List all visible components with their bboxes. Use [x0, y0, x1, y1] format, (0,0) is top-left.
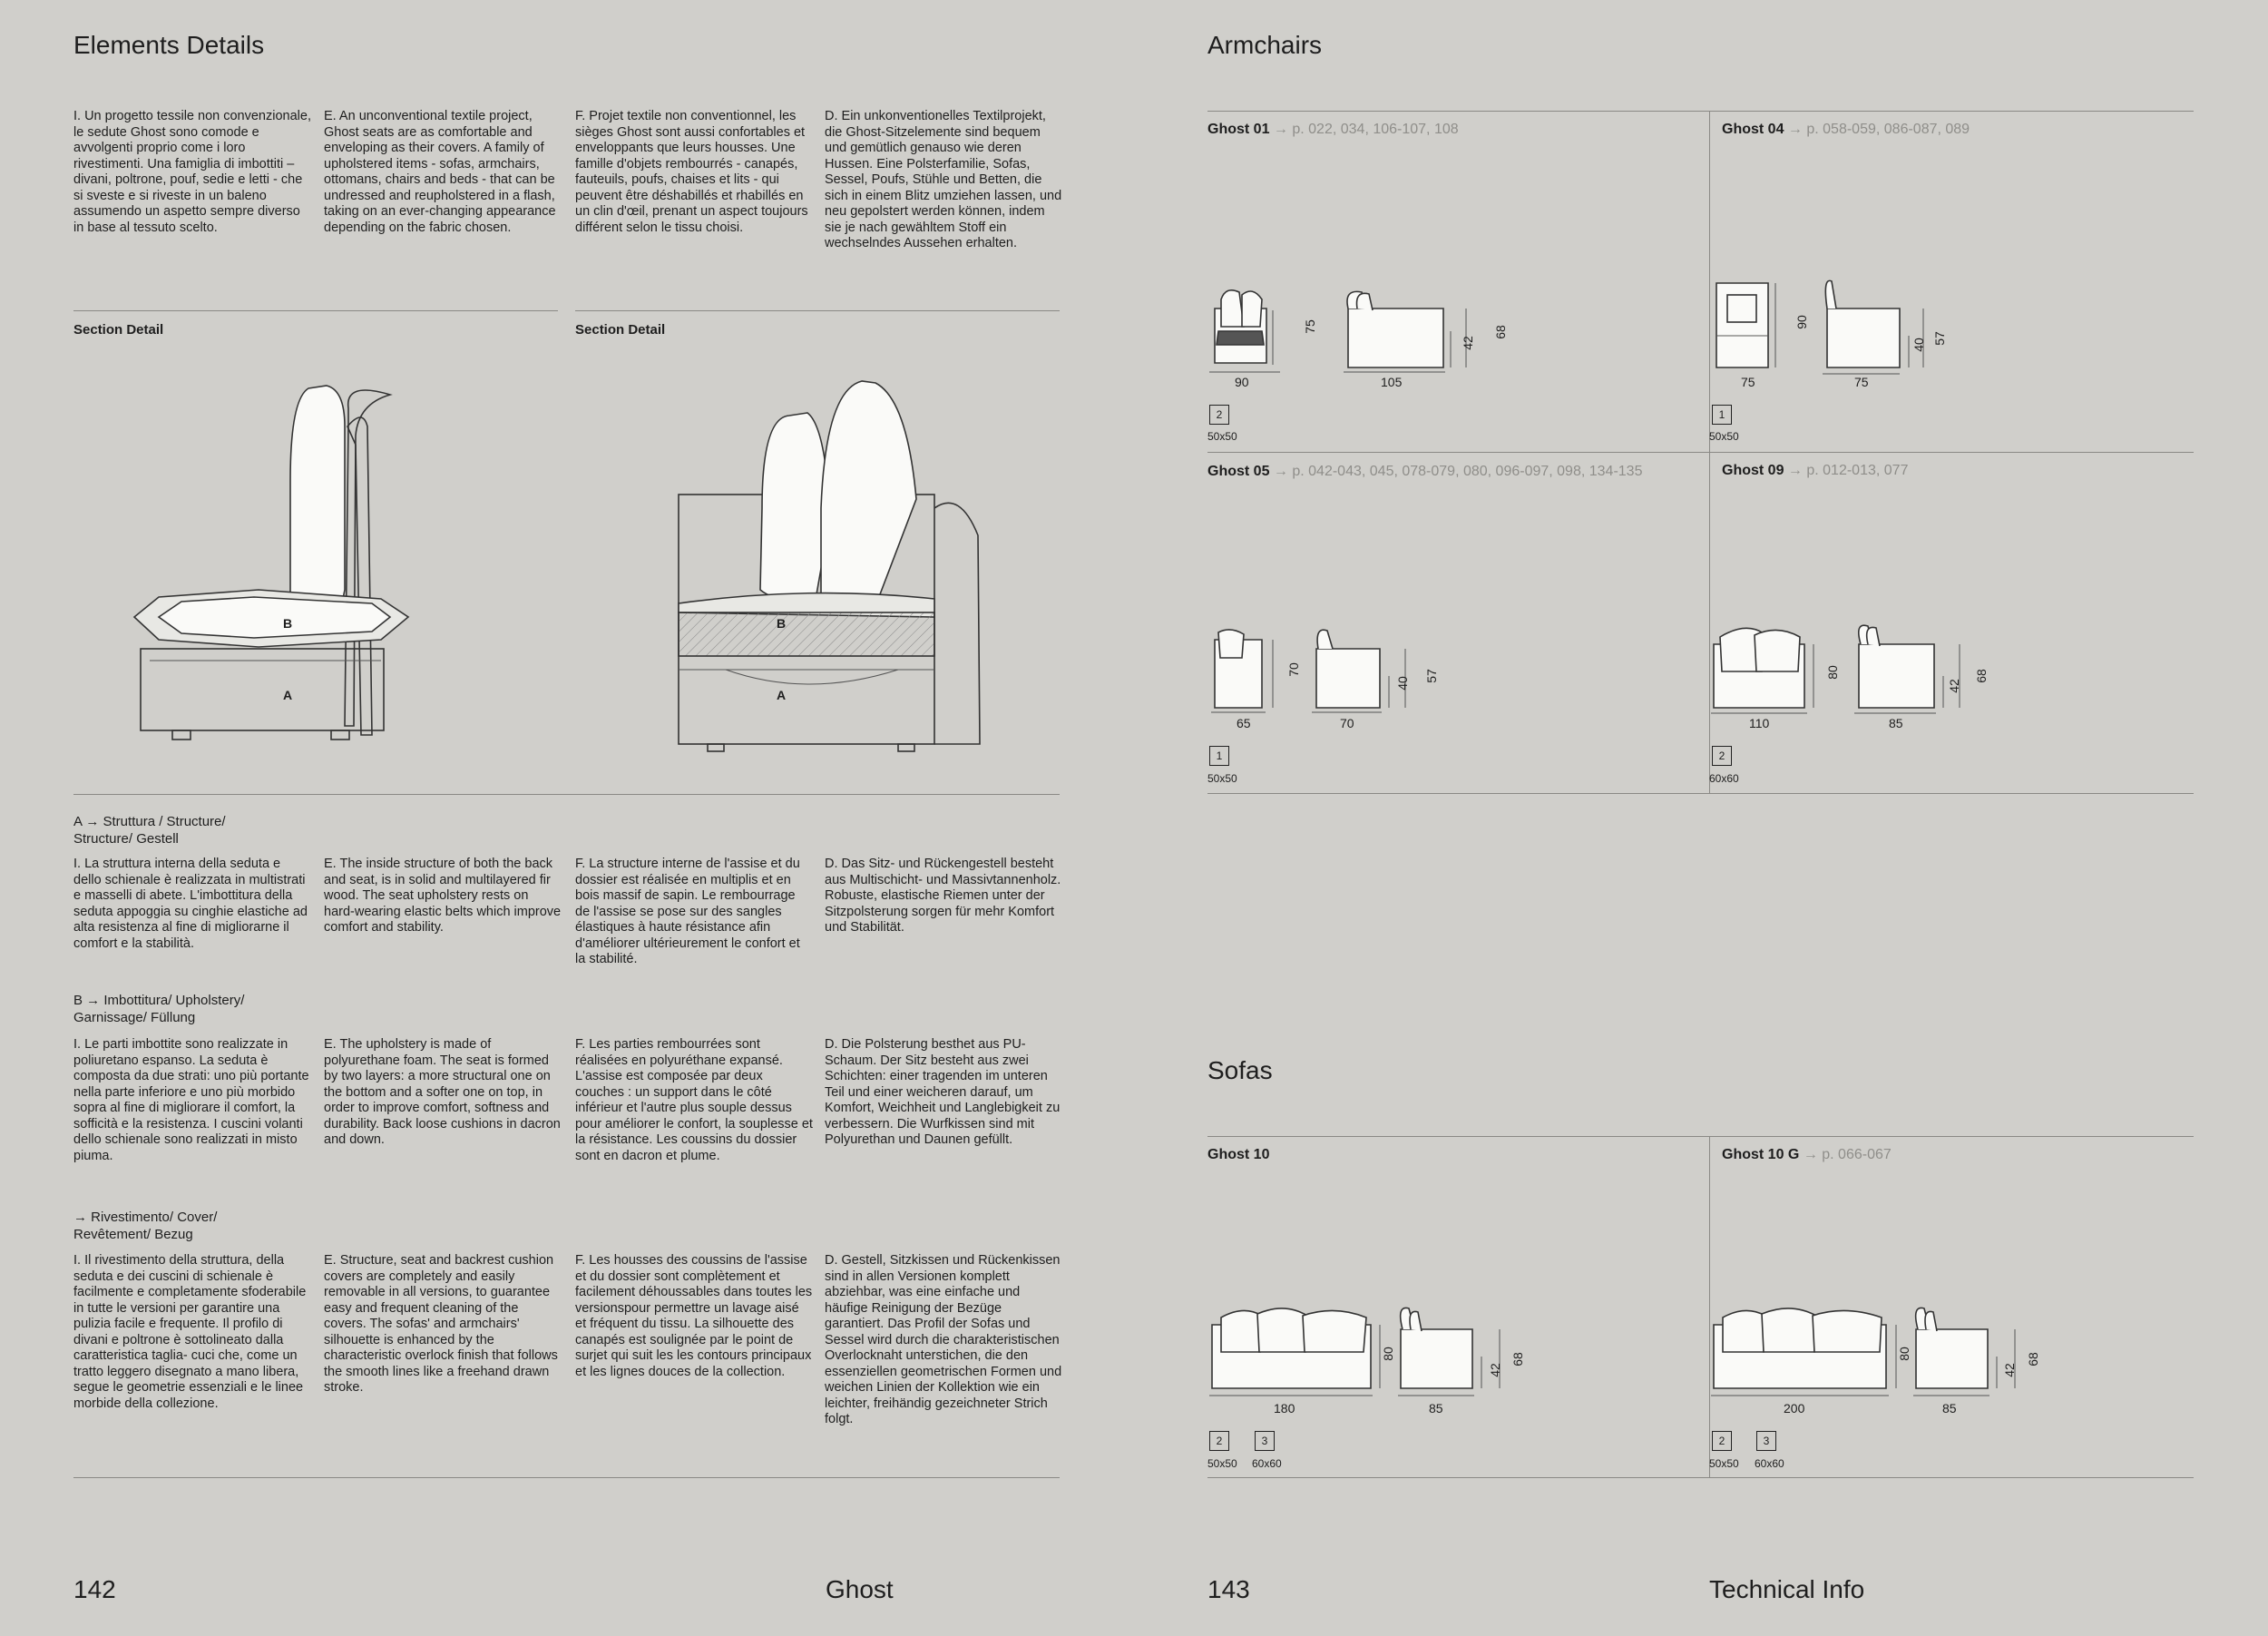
- drawing-ghost-09: [1709, 617, 2009, 721]
- divider: [1207, 1136, 2194, 1137]
- group-b-fr: F. Les parties rembourrées sont réalisées en polyuréthane expansé. L'assise est composée par deux couches : un support dans le côté inférieur et l'autre plus souple dessus pour améliorer le confort, la souplesse et la résistance. Les coussins du dossier sont en dacron et plume.: [575, 1037, 813, 1163]
- drawing-ghost-05: [1207, 622, 1480, 721]
- divider: [1207, 793, 2194, 794]
- dim-front-height: 75: [1302, 319, 1317, 334]
- footer-label: Technical Info: [1709, 1575, 1865, 1603]
- cushion-count-badge: 2: [1712, 746, 1732, 766]
- product-title-ghost-05: Ghost 05 → p. 042-043, 045, 078-079, 080, 096-097, 098, 134-135: [1207, 464, 1643, 479]
- divider: [1207, 452, 2194, 453]
- dim-front-height: 80: [1380, 1347, 1395, 1361]
- drawing-ghost-10-g: [1709, 1298, 2054, 1402]
- dim-front-width: 65: [1237, 716, 1251, 730]
- section-label-a: A: [283, 688, 293, 702]
- cushion-count-badge: 1: [1209, 746, 1229, 766]
- dim-front-width: 180: [1274, 1401, 1295, 1416]
- group-c-heading: → Rivestimento/ Cover/ Revêtement/ Bezug: [73, 1210, 218, 1242]
- dim-front-height: 90: [1794, 315, 1809, 329]
- cushion-count-badge: 2: [1209, 405, 1229, 425]
- intro-de: D. Ein unkonventionelles Textilprojekt, die Ghost-Sitzelemente sind bequem und gemütlich genauso wie deren Hussen. Eine Polsterfamilie, Sofas, Sessel, Poufs, Stühle und Betten, die sich in einem Blitz umziehen lassen, und neu gepolstert werden können, indem sie je nach gewähltem Stoff ein wechselndes Aussehen erhalten.: [825, 109, 1062, 250]
- product-title-ghost-01: Ghost 01 → p. 022, 034, 106-107, 108: [1207, 122, 1459, 137]
- dim-side-height: 57: [1931, 331, 1947, 346]
- divider: [73, 310, 558, 311]
- cushion-count-badge: 3: [1756, 1431, 1776, 1451]
- dim-seat-height: 42: [2001, 1363, 2017, 1377]
- section-label-b: B: [283, 616, 293, 631]
- cushion-size: 50x50: [1709, 1457, 1739, 1470]
- product-title-ghost-10: Ghost 10: [1207, 1147, 1270, 1162]
- cushion-size: 50x50: [1709, 430, 1739, 443]
- divider: [1207, 111, 2194, 112]
- dim-side-height: 57: [1423, 669, 1439, 683]
- footer-label: Ghost: [826, 1575, 894, 1603]
- product-title-ghost-09: Ghost 09 → p. 012-013, 077: [1722, 463, 1909, 478]
- cushion-count-badge: 1: [1712, 405, 1732, 425]
- dim-side-width: 70: [1340, 716, 1354, 730]
- cushion-size: 60x60: [1755, 1457, 1784, 1470]
- divider: [575, 310, 1060, 311]
- intro-it: I. Un progetto tessile non convenzionale, le sedute Ghost sono comode e avvolgenti proprio come i loro rivestimenti. Una famiglia di imbottiti – divani, poltrone, pouf, sedie e letti - che si sveste e si riveste in un baleno assumendo un aspetto sempre diverso in base al tessuto scelto.: [73, 109, 311, 235]
- drawing-ghost-01: [1207, 281, 1498, 381]
- dim-seat-height: 40: [1394, 676, 1410, 691]
- cushion-count-badge: 2: [1209, 1431, 1229, 1451]
- group-b-en: E. The upholstery is made of polyurethane foam. The seat is formed by two layers: a more structural one on the bottom and a softer one on top, in order to improve comfort, softness and durability. Back loose cushions in dacron and down.: [324, 1037, 561, 1147]
- section-detail-label: Section Detail: [575, 322, 666, 338]
- dim-front-height: 80: [1896, 1347, 1911, 1361]
- dim-side-height: 68: [1510, 1352, 1525, 1367]
- group-a-fr: F. La structure interne de l'assise et du dossier est réalisée en multiplis et en bois massif de sapin. Le rembourrage de l'assise se pose sur des sangles élastiques à haute résistance afin d'améliorer ultérieurement le confort et la stabilité.: [575, 857, 800, 966]
- group-a-heading: A → Struttura / Structure/ Structure/ Gestell: [73, 814, 226, 847]
- dim-front-height: 80: [1824, 665, 1840, 680]
- cushion-size: 50x50: [1207, 772, 1237, 785]
- dim-front-height: 70: [1286, 662, 1301, 677]
- intro-fr: F. Projet textile non conventionnel, les sièges Ghost sont aussi confortables et enveloppants que leurs housses. Une famille d'objets rembourrés - canapés, fauteuils, poufs, chaises et lits - qui peuvent être déshabillés et rhabillés en un clin d'œil, prenant un aspect toujours différent selon le tissu choisi.: [575, 109, 808, 235]
- section-title-armchairs: Armchairs: [1207, 31, 1323, 59]
- group-b-it: I. Le parti imbottite sono realizzate in poliuretano espanso. La seduta è composta da due strati: uno più portante nella parte inferiore e uno più morbido sopra al fine di migliorare il comfort, la sofficità e la resistenza. I cuscini volanti dello schienale sono realizzati in misto piuma.: [73, 1037, 309, 1163]
- divider: [73, 794, 1060, 795]
- group-b-heading: B → Imbottitura/ Upholstery/ Garnissage/ Füllung: [73, 993, 245, 1025]
- dim-seat-height: 42: [1487, 1363, 1502, 1377]
- section-detail-label: Section Detail: [73, 322, 164, 338]
- cushion-size: 50x50: [1207, 430, 1237, 443]
- dim-side-height: 68: [1492, 325, 1508, 339]
- dim-side-height: 68: [2025, 1352, 2040, 1367]
- group-c-de: D. Gestell, Sitzkissen und Rückenkissen sind in allen Versionen komplett abziehbar, was eine einfache und häufige Reinigung der Bezüge garantiert. Das Profil der Sofas und Sessel wird durch die charakteristischen Overlocknaht unterstichen, die den essenziellen geometrischen Formen und weichen Linien der Kollektion wie ein leichter, freihändig gezeichneter Strich folgt.: [825, 1253, 1062, 1426]
- dim-seat-height: 40: [1911, 338, 1926, 352]
- divider: [73, 1477, 1060, 1478]
- section-label-b: B: [777, 616, 787, 631]
- dim-side-width: 85: [1889, 716, 1903, 730]
- divider: [1207, 1477, 2194, 1478]
- group-b-de: D. Die Polsterung besthet aus PU-Schaum. Der Sitz besteht aus zwei Schichten: einer tragenden im unteren Teil und einer weicheren darauf, um Komfort, Weichheit und Langlebigkeit zu verbessern. Die Wurfkissen sind mit Polyurethan und Daunen gefüllt.: [825, 1037, 1061, 1147]
- dim-side-width: 85: [1429, 1401, 1443, 1416]
- drawing-ghost-04: [1709, 272, 1981, 381]
- dim-front-width: 75: [1741, 375, 1755, 389]
- product-title-ghost-04: Ghost 04 → p. 058-059, 086-087, 089: [1722, 122, 1970, 137]
- section-drawing-armchair-1: [118, 372, 481, 753]
- dim-seat-height: 42: [1460, 336, 1475, 350]
- dim-side-width: 75: [1854, 375, 1869, 389]
- dim-front-width: 110: [1749, 716, 1770, 730]
- cushion-count-badge: 2: [1712, 1431, 1732, 1451]
- intro-en: E. An unconventional textile project, Ghost seats are as comfortable and enveloping as their covers. A family of upholstered items - sofas, armchairs, ottomans, chairs and beds - that can be undressed and reupholstered in a flash, taking on an ever-changing appearance depending on the fabric chosen.: [324, 109, 556, 235]
- cushion-count-badge: 3: [1255, 1431, 1275, 1451]
- cushion-size: 50x50: [1207, 1457, 1237, 1470]
- dim-side-width: 85: [1942, 1401, 1957, 1416]
- dim-side-height: 68: [1973, 669, 1989, 683]
- drawing-ghost-10: [1207, 1298, 1534, 1402]
- dim-front-width: 90: [1235, 375, 1249, 389]
- cushion-size: 60x60: [1709, 772, 1739, 785]
- section-drawing-armchair-2: [671, 372, 1034, 753]
- section-label-a: A: [777, 688, 787, 702]
- group-a-en: E. The inside structure of both the back and seat, is in solid and multilayered fir wood. The seat upholstery rests on hard-wearing elastic belts which improve comfort and stability.: [324, 857, 562, 935]
- group-a-it: I. La struttura interna della seduta e dello schienale è realizzata in multistrati e masselli di abete. L'imbottitura della seduta appoggia su cinghie elastiche ad alta resistenza al fine di migliorarne il comfort e la stabilità.: [73, 857, 308, 951]
- page-number: 143: [1207, 1575, 1250, 1603]
- page-number: 142: [73, 1575, 116, 1603]
- dim-side-width: 105: [1381, 375, 1403, 389]
- product-title-ghost-10-g: Ghost 10 G → p. 066-067: [1722, 1147, 1892, 1162]
- dim-seat-height: 42: [1946, 679, 1961, 693]
- group-c-fr: F. Les housses des coussins de l'assise et du dossier sont complètement et facilement déhoussables dans toutes les versionspour permettre un lavage aisé et fréquent du tissu. La silhouette des canapés est soulignée par le point de surjet qui suit les les contours principaux et les lignes douces de la collection.: [575, 1253, 813, 1379]
- page-title-elements-details: Elements Details: [73, 31, 265, 59]
- cushion-size: 60x60: [1252, 1457, 1282, 1470]
- dim-front-width: 200: [1784, 1401, 1805, 1416]
- group-c-en: E. Structure, seat and backrest cushion covers are completely and easily removable in all versions, to guarantee easy and frequent cleaning of the covers. The sofas' and armchairs' silhouette is enhanced by the characteristic overlock finish that follows the smooth lines like a freehand drawn stroke.: [324, 1253, 558, 1395]
- group-c-it: I. Il rivestimento della struttura, della seduta e dei cuscini di schienale è facilmente e completamente sfoderabile in tutte le versioni per garantire una pulizia facile e frequente. Il profilo di divani e poltrone è sottolineato dalla caratteristica taglia- cuci che, come un tratto leggero disegnato a mano libera, segue le geometrie essenziali e le linee morbide della collezione.: [73, 1253, 307, 1411]
- section-title-sofas: Sofas: [1207, 1056, 1273, 1084]
- group-a-de: D. Das Sitz- und Rückengestell besteht aus Multischicht- und Massivtannenholz. Robuste, elastische Riemen unter der Sitzpolsterung sorgen für mehr Komfort und Stabilität.: [825, 857, 1061, 935]
